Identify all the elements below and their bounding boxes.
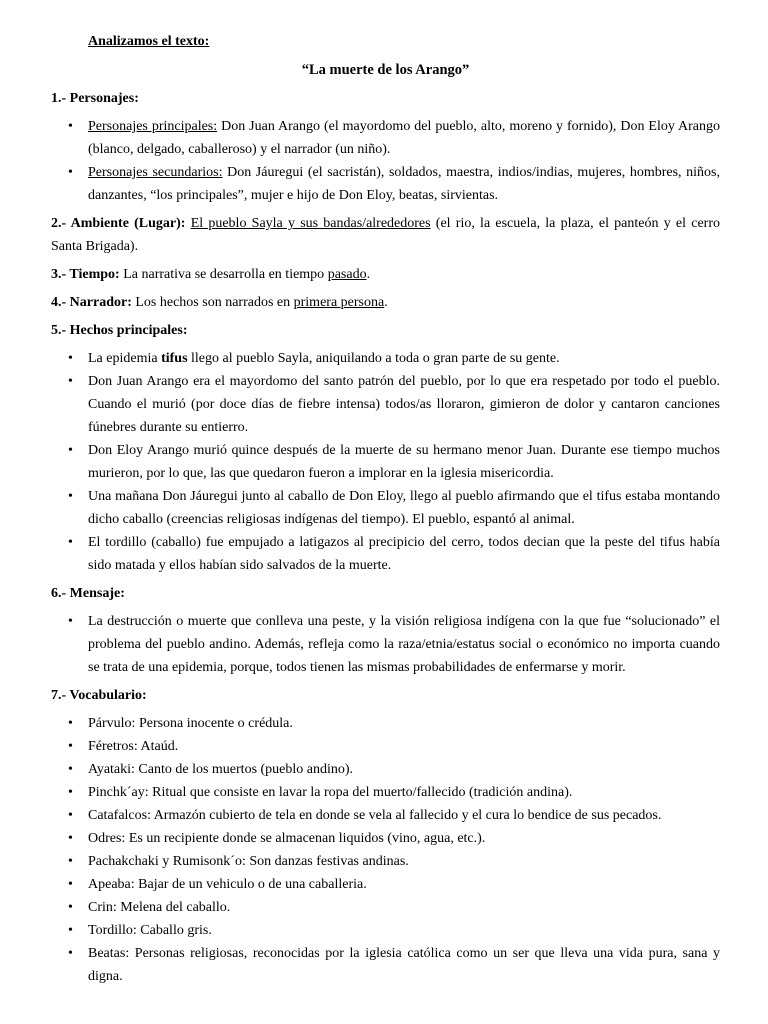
tiempo-text: La narrativa se desarrolla en tiempo (119, 267, 328, 282)
section-tiempo-label: 3.- Tiempo: (51, 267, 120, 282)
section-tiempo (51, 263, 720, 286)
vocab-item: • Pachakchaki y Rumisonk´o: Son danzas festivas andinas. (51, 850, 720, 873)
section-mensaje-label: 6.- Mensaje: (51, 586, 125, 601)
hecho-pre: La epidemia (88, 351, 162, 366)
list-item-personajes-secundarios (51, 161, 720, 207)
bullet-lead: Personajes secundarios: (88, 165, 223, 180)
vocab-item: • Párvulo: Persona inocente o crédula. (51, 712, 720, 735)
section-narrador (51, 291, 720, 314)
vocab-item: • Pinchk´ay: Ritual que consiste en lavar la ropa del muerto/fallecido (tradición andina). (51, 781, 720, 804)
vocab-item: • Apeaba: Bajar de un vehiculo o de una caballeria. (51, 873, 720, 896)
hechos-list (51, 347, 720, 577)
section-ambiente (51, 212, 720, 258)
mensaje-list (51, 610, 720, 679)
document-heading: Analizamos el texto: (88, 34, 210, 49)
mensaje-item: • La destrucción o muerte que conlleva una peste, y la visión religiosa indígena con la que fue “solucionado” el problema del pueblo andino. Además, refleja como la raza/etnia/estatus social o económico no importa cuando se trata de una epidemia, porque, todos tienen las mismas probabilidades de enfermarse y morir. (51, 610, 720, 679)
bullet-lead: Personajes principales: (88, 119, 218, 134)
narrador-underlined: primera persona (293, 295, 385, 310)
tiempo-underlined: pasado (327, 267, 367, 282)
personajes-list (51, 115, 720, 207)
section-hechos-label: 5.- Hechos principales: (51, 323, 188, 338)
hecho-item: • El tordillo (caballo) fue empujado a latigazos al precipicio del cerro, todos decian que la peste del tifus había sido matada y ellos habían sido salvados de la muerte. (51, 531, 720, 577)
vocab-item: • Beatas: Personas religiosas, reconocidas por la iglesia católica como un ser que lleva una vida pura, sana y digna. (51, 942, 720, 988)
section-ambiente-label: 2.- Ambiente (Lugar): (51, 216, 191, 231)
hecho-bold-term: tifus (161, 351, 188, 366)
vocab-item: • Crin: Melena del caballo. (51, 896, 720, 919)
ambiente-underlined: El pueblo Sayla y sus bandas/alrededores (190, 216, 431, 231)
tiempo-end: . (366, 267, 371, 282)
vocab-item: • Ayataki: Canto de los muertos (pueblo andino). (51, 758, 720, 781)
vocab-item: • Féretros: Ataúd. (51, 735, 720, 758)
hecho-item: • Una mañana Don Jáuregui junto al caballo de Don Eloy, llego al pueblo afirmando que el tifus estaba montando dicho caballo (creencias religiosas indígenas del tiempo). El pueblo, espantó al animal. (51, 485, 720, 531)
hecho-item: • Don Juan Arango era el mayordomo del santo patrón del pueblo, por lo que era respetado por todo el pueblo. Cuando el murió (por doce días de fiebre intensa) todos/as lloraron, gimieron de dolor y cantaron canciones fúnebres durante su entierro. (51, 370, 720, 439)
bullet-text: Don Juan Arango (el mayordomo del pueblo, alto, moreno y fornido), Don Eloy Arango (blanco, delgado, caballeroso) y el narrador (un niño). (88, 119, 720, 157)
hecho-item: • Don Eloy Arango murió quince después de la muerte de su hermano menor Juan. Durante ese tiempo muchos murieron, por lo que, las que quedaron fueron a implorar en la iglesia misericordia. (51, 439, 720, 485)
hecho-item (51, 347, 720, 370)
hecho-post: llego al pueblo Sayla, aniquilando a toda o gran parte de su gente. (187, 351, 560, 366)
narrador-text: Los hechos son narrados en (131, 295, 294, 310)
vocabulario-list (51, 712, 720, 988)
bullet-text: Don Jáuregui (el sacristán), soldados, maestra, indios/indias, mujeres, hombres, niños, danzantes, “los principales”, mujer e hijo de Don Eloy, beatas, sirvientas. (88, 165, 720, 203)
narrador-end: . (384, 295, 388, 310)
list-item-personajes-principales (51, 115, 720, 161)
section-vocabulario-label: 7.- Vocabulario: (51, 688, 147, 703)
vocab-item: • Odres: Es un recipiente donde se almacenan liquidos (vino, agua, etc.). (51, 827, 720, 850)
section-personajes-label: 1.- Personajes: (51, 91, 139, 106)
vocab-item: • Tordillo: Caballo gris. (51, 919, 720, 942)
document-title: “La muerte de los Arango” (301, 62, 470, 78)
ambiente-rest: (el rio, la escuela, la plaza, el panteón y el cerro Santa Brigada). (51, 216, 720, 254)
section-narrador-label: 4.- Narrador: (51, 295, 132, 310)
vocab-item: • Catafalcos: Armazón cubierto de tela en donde se vela al fallecido y el cura lo bendice de sus pecados. (51, 804, 720, 827)
